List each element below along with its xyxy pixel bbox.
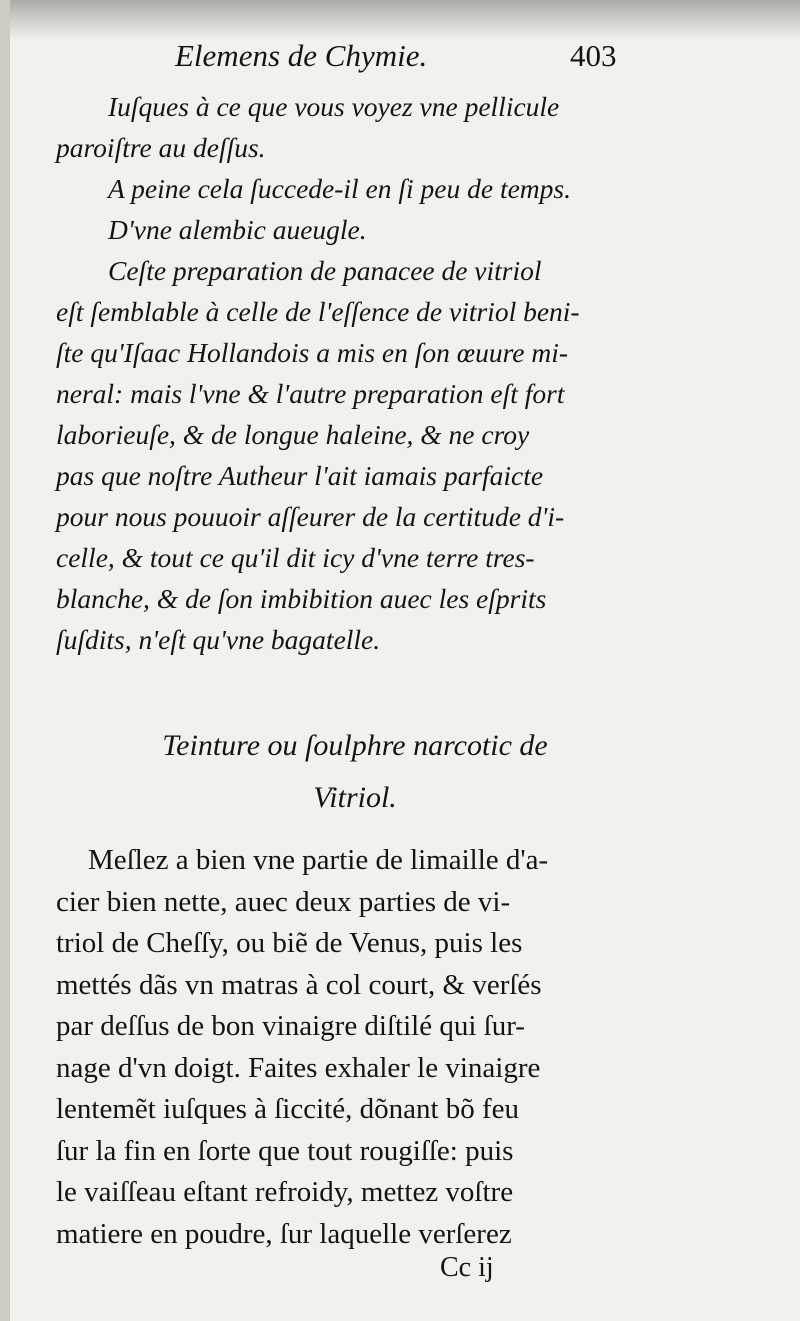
note-line: celle, & tout ce qu'il dit icy d'vne terre tres- <box>56 542 535 573</box>
body-line: Meſlez a bien vne partie de limaille d'a- <box>88 844 549 876</box>
note-line: eſt ſemblable à celle de l'eſſence de vitriol beni- <box>56 296 580 327</box>
page-top-shadow <box>0 0 800 40</box>
heading-line: Vitriol. <box>313 781 397 814</box>
page-header <box>0 38 800 82</box>
body-line: nage d'vn doigt. Faites exhaler le vinaigre <box>56 1051 541 1084</box>
note <box>56 209 636 250</box>
body-line: matiere en poudre, ſur laquelle verſerez <box>56 1217 512 1250</box>
page-binding-edge <box>0 0 10 1321</box>
note-line: pour nous pouuoir aſſeurer de la certitude d'i- <box>56 501 565 532</box>
running-title: Elemens de Chymie. <box>175 38 428 73</box>
note-line: A peine cela ſuccede-il en ſi peu de temps. <box>108 173 571 204</box>
signature-mark: Cc ij <box>440 1252 494 1283</box>
note <box>56 86 636 168</box>
note-line: ſuſdits, n'eſt qu'vne bagatelle. <box>56 624 381 655</box>
body-line: triol de Cheſſy, ou biẽ de Venus, puis les <box>56 927 523 959</box>
note-line: D'vne alembic aueugle. <box>108 214 367 245</box>
note-line: Iuſques à ce que vous voyez vne pellicule <box>108 91 560 122</box>
body-line: par deſſus de bon vinaigre diſtilé qui ſur- <box>56 1010 525 1042</box>
note-line: pas que noſtre Autheur l'ait iamais parfaicte <box>56 460 544 491</box>
body-line: ſur la fin en ſorte que tout rougiſſe: puis <box>56 1134 514 1167</box>
note-line: Ceſte preparation de panacee de vitriol <box>108 255 542 286</box>
body-line: le vaiſſeau eſtant refroidy, mettez voſtre <box>56 1176 514 1208</box>
annotation-notes <box>56 86 636 660</box>
note-line: ſte qu'Iſaac Hollandois a mis en ſon œuure mi- <box>56 337 569 368</box>
note <box>56 250 636 660</box>
heading-line: Teinture ou ſoulphre narcotic de <box>162 729 548 762</box>
section-heading <box>95 720 615 824</box>
body-line: cier bien nette, auec deux parties de vi- <box>56 885 511 918</box>
note <box>56 168 636 209</box>
page-number: 403 <box>570 38 617 73</box>
note-line: neral: mais l'vne & l'autre preparation eſt fort <box>56 378 565 409</box>
body-line: mettés dãs vn matras à col court, & verſés <box>56 968 542 1001</box>
note-line: paroiſtre au deſſus. <box>56 132 266 163</box>
note-line: laborieuſe, & de longue haleine, & ne croy <box>56 419 530 450</box>
body-line: lentemẽt iuſques à ſiccité, dõnant bõ feu <box>56 1093 520 1125</box>
note-line: blanche, & de ſon imbibition auec les eſprits <box>56 583 547 614</box>
body-paragraph <box>56 840 636 1255</box>
